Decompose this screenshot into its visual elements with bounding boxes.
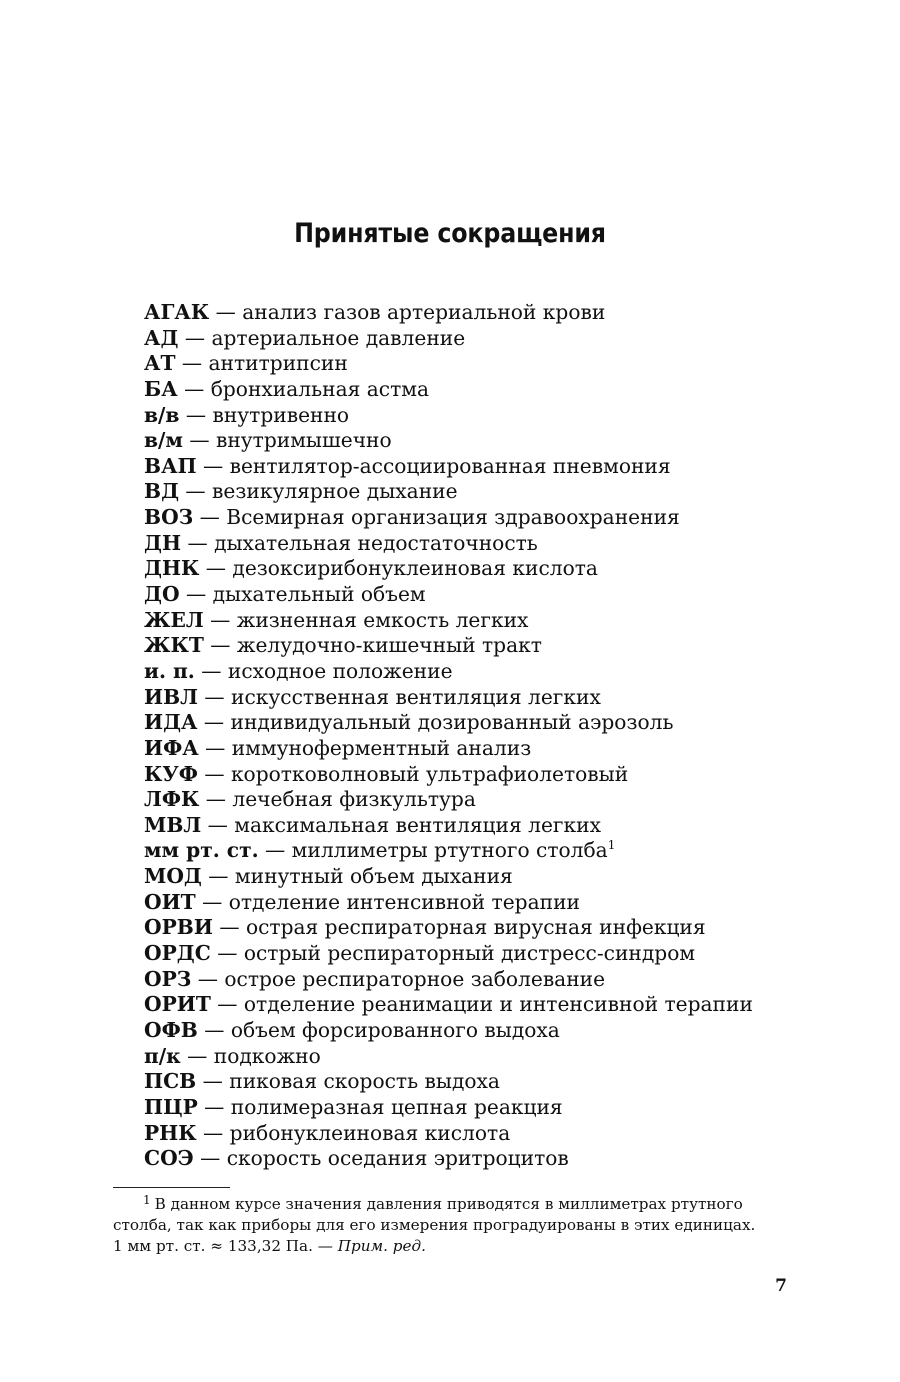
abbreviation-entry <box>144 890 824 916</box>
entry-dash: — <box>179 479 213 504</box>
abbreviation-entry <box>144 1044 824 1070</box>
abbreviation-term: ЖКТ <box>144 633 204 658</box>
abbreviation-term: мм рт. ст. <box>144 838 259 863</box>
entry-dash: — <box>181 530 215 555</box>
abbreviation-definition: острый респираторный дистресс-синдром <box>243 941 696 966</box>
abbreviation-entry <box>144 454 824 480</box>
abbreviation-definition: объем форсированного выдоха <box>230 1017 560 1042</box>
abbreviation-entry <box>144 710 824 736</box>
abbreviation-entry <box>144 1018 824 1044</box>
entry-dash: — <box>195 889 229 914</box>
abbreviation-term: ОРИТ <box>144 992 211 1017</box>
entry-dash: — <box>203 607 237 632</box>
abbreviation-term: АТ <box>144 351 176 376</box>
entry-dash: — <box>196 1069 230 1094</box>
entry-dash: — <box>258 838 292 863</box>
footnote <box>113 1194 787 1257</box>
abbreviation-term: ОФВ <box>144 1017 198 1042</box>
abbreviation-entry <box>144 428 824 454</box>
footnote-line-1-text: В данном курсе значения давления приводятся в миллиметрах ртутного <box>154 1195 743 1213</box>
abbreviation-definition: минутный объем дыхания <box>234 864 513 889</box>
abbreviation-term: ВД <box>144 479 180 504</box>
abbreviation-definition: коротковолновый ультрафиолетовый <box>230 761 629 786</box>
abbreviation-entry <box>144 685 824 711</box>
abbreviation-entry <box>144 864 824 890</box>
abbreviation-definition: артериальное давление <box>211 325 466 350</box>
abbreviation-entry <box>144 1095 824 1121</box>
abbreviation-definition: индивидуальный дозированный аэрозоль <box>230 710 674 735</box>
abbreviation-definition: Всемирная организация здравоохранения <box>226 505 680 530</box>
footnote-line-3 <box>113 1236 787 1257</box>
abbreviation-definition: жизненная емкость легких <box>236 607 529 632</box>
abbreviation-entry <box>144 967 824 993</box>
abbreviation-term: РНК <box>144 1120 197 1145</box>
entry-dash: — <box>212 915 246 940</box>
abbreviation-definition: полимеразная цепная реакция <box>230 1094 563 1119</box>
abbreviation-term: ИДА <box>144 710 198 735</box>
abbreviation-term: ДО <box>144 582 180 607</box>
abbreviation-term: ИВЛ <box>144 684 198 709</box>
abbreviation-definition: подкожно <box>213 1043 321 1068</box>
abbreviation-term: МВЛ <box>144 812 202 837</box>
footnote-line-2: столба, так как приборы для его измерения проградуированы в этих единицах. <box>113 1216 756 1234</box>
abbreviation-entry <box>144 915 824 941</box>
entry-dash: — <box>210 941 244 966</box>
footnote-divider <box>113 1187 230 1188</box>
page-number: 7 <box>775 1276 787 1296</box>
abbreviation-definition: внутримышечно <box>215 428 392 453</box>
abbreviation-entry <box>144 377 824 403</box>
abbreviation-definition: острое респираторное заболевание <box>224 966 606 991</box>
abbreviation-entry <box>144 1121 824 1147</box>
entry-dash: — <box>179 402 213 427</box>
abbreviation-term: ОРВИ <box>144 915 213 940</box>
abbreviation-definition: скорость оседания эритроцитов <box>226 1146 569 1171</box>
abbreviation-term: БА <box>144 376 178 401</box>
footnote-line-1 <box>113 1194 787 1215</box>
entry-dash: — <box>182 428 216 453</box>
abbreviation-entry <box>144 582 824 608</box>
entry-dash: — <box>201 864 235 889</box>
abbreviation-term: ОРДС <box>144 941 211 966</box>
abbreviation-definition: искусственная вентиляция легких <box>231 684 601 709</box>
entry-dash: — <box>191 966 225 991</box>
entry-dash: — <box>197 1094 231 1119</box>
abbreviation-entry <box>144 992 824 1018</box>
entry-dash: — <box>198 684 232 709</box>
abbreviation-definition: желудочно-кишечный тракт <box>236 633 542 658</box>
entry-dash: — <box>199 556 233 581</box>
abbreviation-term: ПСВ <box>144 1069 197 1094</box>
abbreviation-definition: рибонуклеиновая кислота <box>229 1120 511 1145</box>
abbreviation-definition: дезоксирибонуклеиновая кислота <box>232 556 598 581</box>
abbreviation-definition: пиковая скорость выдоха <box>229 1069 500 1094</box>
abbreviation-term: СОЭ <box>144 1146 194 1171</box>
abbreviation-definition: иммуноферментный анализ <box>231 735 532 760</box>
abbreviation-definition: антитрипсин <box>208 351 348 376</box>
editor-note: Прим. ред. <box>337 1237 426 1255</box>
abbreviation-term: ОРЗ <box>144 966 192 991</box>
abbreviation-term: КУФ <box>144 761 198 786</box>
abbreviation-entry <box>144 787 824 813</box>
abbreviation-term: в/м <box>144 428 183 453</box>
abbreviation-definition: острая респираторная вирусная инфекция <box>245 915 706 940</box>
abbreviation-entry <box>144 633 824 659</box>
entry-dash: — <box>180 1043 214 1068</box>
abbreviation-definition: лечебная физкультура <box>232 787 476 812</box>
abbreviation-entry <box>144 1146 824 1172</box>
footnote-line-3-text: 1 мм рт. ст. ≈ 133,32 Па. — <box>113 1237 338 1255</box>
abbreviation-definition: дыхательная недостаточность <box>214 530 538 555</box>
abbreviation-entry <box>144 736 824 762</box>
abbreviation-entry <box>144 531 824 557</box>
abbreviation-term: ДН <box>144 530 182 555</box>
abbreviation-definition: бронхиальная астма <box>210 376 430 401</box>
entry-dash: — <box>193 1146 227 1171</box>
entry-dash: — <box>175 351 209 376</box>
abbreviation-entry <box>144 1069 824 1095</box>
abbreviation-definition: максимальная вентиляция легких <box>234 812 601 837</box>
page-title: Принятые сокращения <box>294 218 606 249</box>
entry-dash: — <box>198 735 232 760</box>
entry-dash: — <box>197 710 231 735</box>
abbreviation-entry <box>144 838 824 864</box>
entry-dash: — <box>179 582 213 607</box>
abbreviation-term: и. п. <box>144 658 195 683</box>
entry-dash: — <box>196 1120 230 1145</box>
footnote-number: 1 <box>143 1193 151 1207</box>
abbreviation-definition: дыхательный объем <box>212 582 426 607</box>
abbreviation-term: п/к <box>144 1043 181 1068</box>
entry-dash: — <box>209 300 243 324</box>
abbreviation-entry <box>144 659 824 685</box>
abbreviation-term: ВАП <box>144 453 197 478</box>
abbreviation-term: ВОЗ <box>144 505 194 530</box>
abbreviation-term: в/в <box>144 402 180 427</box>
abbreviation-entry <box>144 813 824 839</box>
abbreviation-entry <box>144 608 824 634</box>
abbreviation-term: АГАК <box>144 300 210 324</box>
abbreviation-entry <box>144 941 824 967</box>
abbreviation-definition: внутривенно <box>212 402 350 427</box>
abbreviation-definition: отделение реанимации и интенсивной терапии <box>243 992 753 1017</box>
entry-dash: — <box>199 787 233 812</box>
abbreviation-term: ЖЕЛ <box>144 607 204 632</box>
entry-dash: — <box>197 761 231 786</box>
abbreviation-entry <box>144 326 824 352</box>
entry-dash: — <box>203 633 237 658</box>
abbreviation-definition: везикулярное дыхание <box>212 479 458 504</box>
abbreviation-entry <box>144 505 824 531</box>
abbreviation-term: АД <box>144 325 179 350</box>
abbreviation-entry <box>144 351 824 377</box>
entry-dash: — <box>210 992 244 1017</box>
entry-dash: — <box>177 376 211 401</box>
abbreviation-definition: миллиметры ртутного столба <box>291 838 608 863</box>
entry-dash: — <box>178 325 212 350</box>
abbreviation-entry <box>144 556 824 582</box>
abbreviation-term: МОД <box>144 864 202 889</box>
entry-dash: — <box>196 453 230 478</box>
abbreviation-definition: исходное положение <box>227 658 453 683</box>
abbreviation-term: ИФА <box>144 735 199 760</box>
abbreviation-entry <box>144 762 824 788</box>
abbreviation-term: ПЦР <box>144 1094 198 1119</box>
entry-dash: — <box>201 812 235 837</box>
abbreviation-definition: вентилятор-ассоциированная пневмония <box>229 453 671 478</box>
footnote-reference: 1 <box>607 838 616 853</box>
abbreviation-term: ОИТ <box>144 889 196 914</box>
entry-dash: — <box>193 505 227 530</box>
entry-dash: — <box>194 658 228 683</box>
abbreviation-entry <box>144 300 824 326</box>
abbreviation-entry <box>144 479 824 505</box>
abbreviation-entry <box>144 403 824 429</box>
abbreviation-term: ЛФК <box>144 787 200 812</box>
abbreviation-term: ДНК <box>144 556 200 581</box>
abbreviation-definition: анализ газов артериальной крови <box>242 300 606 324</box>
abbreviation-list <box>144 300 824 1172</box>
abbreviation-definition: отделение интенсивной терапии <box>228 889 580 914</box>
entry-dash: — <box>197 1017 231 1042</box>
